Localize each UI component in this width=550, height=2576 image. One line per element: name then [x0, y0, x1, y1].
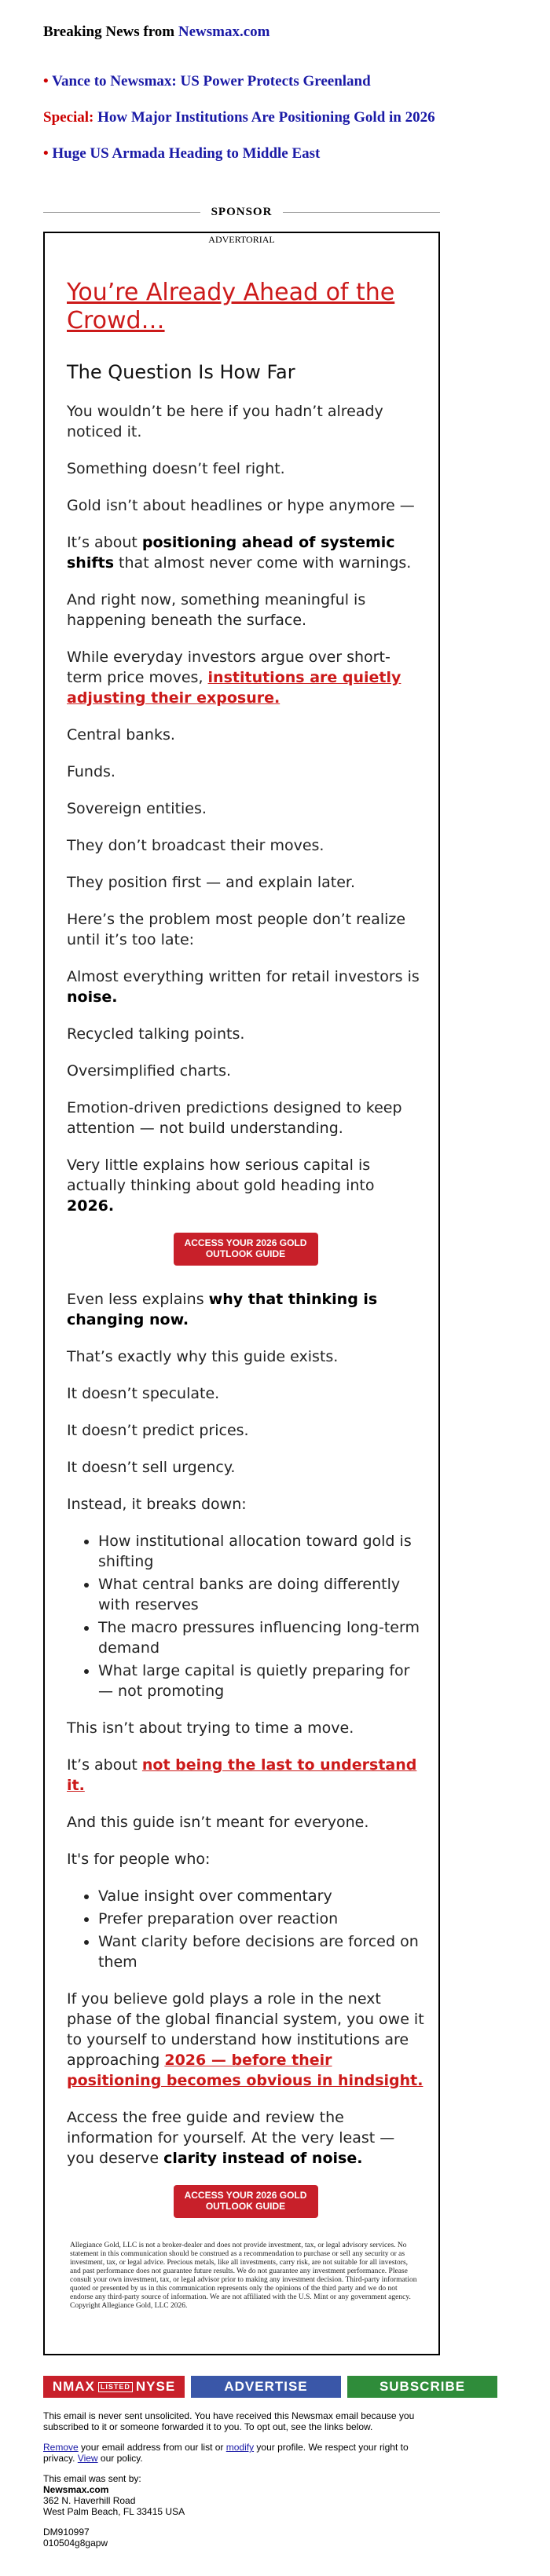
bold-text: why that thinking is changing now.: [67, 1291, 378, 1328]
sender-address-line: 362 N. Haverhill Road: [43, 2495, 136, 2506]
advertise-button[interactable]: ADVERTISE: [191, 2376, 341, 2398]
paragraph: You wouldn’t be here if you hadn’t already noticed it.: [67, 403, 383, 440]
tracking-code: 010504g8gapw: [43, 2538, 108, 2549]
headline-text[interactable]: Vance to Newsmax: US Power Protects Greenland: [52, 73, 371, 90]
headline-bullet: •: [43, 73, 53, 90]
paragraph: [67, 532, 424, 573]
headline-text[interactable]: How Major Institutions Are Positioning Gold in 2026: [97, 109, 435, 126]
paragraph: Gold isn’t about headlines or hype anymore —: [67, 497, 415, 514]
footer-button-row: [43, 2376, 507, 2398]
bold-text: clarity instead of noise.: [163, 2150, 363, 2167]
headline-text[interactable]: Huge US Armada Heading to Middle East: [52, 145, 321, 162]
paragraph: [67, 1755, 424, 1796]
paragraph: It doesn’t sell urgency.: [67, 1459, 236, 1476]
paragraph: [67, 1989, 424, 2091]
sponsor-label: SPONSOR: [211, 205, 273, 218]
sender-block: [43, 2473, 436, 2517]
disclaimer-text: Allegiance Gold, LLC is not a broker-dealer and does not provide investment, tax, or legal advisory services. No statement in this communication should be construed as a recommendation to purchase or sell any security or as investment, tax, or legal advice. Precious metals, like all investments, carry risk, are not suitable for all investors, and past performance does not guarantee future results. We do not guarantee any investment performance. Please consult your own investment, tax, or legal advisor prior to making any investment decision. Third-party information quoted or presented by us in this communication represents only the opinions of the third party and we do not endorse any third-party source of information. We are not affiliated with the U.S. Mint or any government agency. Copyright Allegiance Gold, LLC 2026.: [70, 2242, 417, 2310]
remove-link[interactable]: Remove: [43, 2442, 79, 2453]
text-run: Almost everything written for retail investors is: [67, 968, 420, 985]
divider-line: [43, 212, 200, 213]
text-run: that almost never come with warnings.: [114, 554, 412, 572]
view-policy-link[interactable]: View: [77, 2453, 98, 2464]
bold-text: positioning ahead of systemic shifts: [67, 534, 395, 572]
bold-text: 2026.: [67, 1197, 115, 1215]
paragraph: It doesn’t predict prices.: [67, 1422, 249, 1439]
article-title-link[interactable]: You’re Already Ahead of the Crowd…: [67, 279, 395, 334]
text-run: Even less explains: [67, 1291, 209, 1308]
list-item: • Want clarity before decisions are forced on them: [98, 1931, 424, 1972]
modify-link[interactable]: modify: [226, 2442, 255, 2453]
list-item: • What central banks are doing differently with reserves: [98, 1574, 424, 1615]
paragraph: Something doesn’t feel right.: [67, 460, 285, 477]
text-run: Very little explains how serious capital is actually thinking about gold heading into: [67, 1156, 375, 1194]
paragraph: Here’s the problem most people don’t realize until it’s too late:: [67, 911, 406, 948]
tracking-code: DM910997: [43, 2527, 90, 2538]
paragraph: This isn’t about trying to time a move.: [67, 1719, 354, 1737]
list-item: • What large capital is quietly preparing for — not promoting: [98, 1661, 424, 1701]
paragraph: [67, 2107, 424, 2169]
nmax-label: NMAX: [52, 2379, 95, 2394]
text-run: While everyday investors argue over short-term price moves,: [67, 649, 390, 686]
paragraph: [67, 647, 424, 708]
bold-text: noise.: [67, 988, 118, 1006]
inline-link[interactable]: 2026 — before their positioning becomes obvious in hindsight.: [67, 2052, 424, 2089]
paragraph: Oversimplified charts.: [67, 1062, 232, 1080]
paragraph: They don’t broadcast their moves.: [67, 837, 324, 854]
headline-link[interactable]: [43, 108, 507, 127]
divider-line: [283, 212, 440, 213]
newsletter-header: [43, 24, 507, 181]
paragraph: Recycled talking points.: [67, 1025, 245, 1043]
bullet-list: [67, 1531, 424, 1701]
access-guide-button[interactable]: ACCESS YOUR 2026 GOLD OUTLOOK GUIDE: [174, 2185, 318, 2218]
list-item: • How institutional allocation toward gold is shifting: [98, 1531, 424, 1572]
paragraph: Funds.: [67, 763, 116, 780]
email-footer: [43, 2410, 436, 2558]
paragraph: They position first — and explain later.: [67, 874, 356, 891]
inline-link[interactable]: not being the last to understand it.: [67, 1756, 417, 1794]
text-run: our policy.: [97, 2453, 143, 2464]
headline-link[interactable]: [43, 144, 507, 163]
bullet-list: [67, 1886, 424, 1972]
paragraph: And this guide isn’t meant for everyone.: [67, 1814, 369, 1831]
advertorial-box: [43, 232, 440, 2355]
sender-address-line: West Palm Beach, FL 33415 USA: [43, 2506, 185, 2517]
paragraph: Emotion-driven predictions designed to keep attention — not build understanding.: [67, 1099, 402, 1137]
paragraph: And right now, something meaningful is happening beneath the surface.: [67, 591, 366, 629]
sender-company: Newsmax.com: [43, 2484, 109, 2495]
nyse-label: NYSE: [135, 2379, 176, 2394]
sponsor-divider: [43, 204, 440, 220]
headline-special-label: Special:: [43, 109, 98, 126]
article-body: [67, 279, 424, 2311]
article-subtitle: The Question Is How Far: [67, 361, 295, 383]
text-run: your email address from our list or: [78, 2442, 226, 2453]
text-run: It’s about: [67, 534, 142, 551]
unsubscribe-line: [43, 2442, 436, 2464]
unsolicited-notice: This email is never sent unsolicited. You have received this Newsmax email because you subscribed to it or someone forwarded it to you. To opt out, see the links below.: [43, 2410, 415, 2432]
inline-link[interactable]: institutions are quietly adjusting their exposure.: [67, 669, 402, 707]
headline-link[interactable]: [43, 72, 507, 91]
list-item: • Value insight over commentary: [98, 1886, 424, 1906]
paragraph: Instead, it breaks down:: [67, 1496, 247, 1513]
paragraph: [67, 966, 424, 1007]
tracking-codes: [43, 2527, 436, 2549]
list-item: • Prefer preparation over reaction: [98, 1909, 424, 1929]
breaking-news-line: [43, 24, 507, 41]
access-guide-button[interactable]: ACCESS YOUR 2026 GOLD OUTLOOK GUIDE: [174, 1233, 318, 1266]
nmax-nyse-button[interactable]: [43, 2376, 185, 2398]
headline-bullet: •: [43, 145, 53, 162]
paragraph: [67, 1155, 424, 1216]
subscribe-button[interactable]: SUBSCRIBE: [347, 2376, 497, 2398]
paragraph: Central banks.: [67, 726, 175, 744]
paragraph: Sovereign entities.: [67, 800, 207, 817]
listed-label: LISTED: [98, 2382, 133, 2392]
brand-link[interactable]: Newsmax.com: [178, 24, 270, 40]
sent-by-label: This email was sent by:: [43, 2473, 141, 2484]
breaking-prefix: Breaking News from: [43, 24, 178, 40]
list-item: • The macro pressures influencing long-term demand: [98, 1617, 424, 1658]
text-run: If you believe gold plays a role in the next phase of the global financial system, you owe it to yourself to understand how institutions are approaching: [67, 1990, 424, 2069]
paragraph: It doesn’t speculate.: [67, 1385, 220, 1402]
text-run: your profile. We respect your right to privacy.: [43, 2442, 409, 2464]
paragraph: That’s exactly why this guide exists.: [67, 1348, 339, 1365]
paragraph: [67, 1289, 424, 1330]
text-run: It’s about: [67, 1756, 142, 1774]
advertorial-label: ADVERTORIAL: [208, 234, 275, 245]
text-run: Access the free guide and review the information for yourself. At the very least — you deserve: [67, 2109, 395, 2167]
paragraph: It's for people who:: [67, 1851, 211, 1868]
